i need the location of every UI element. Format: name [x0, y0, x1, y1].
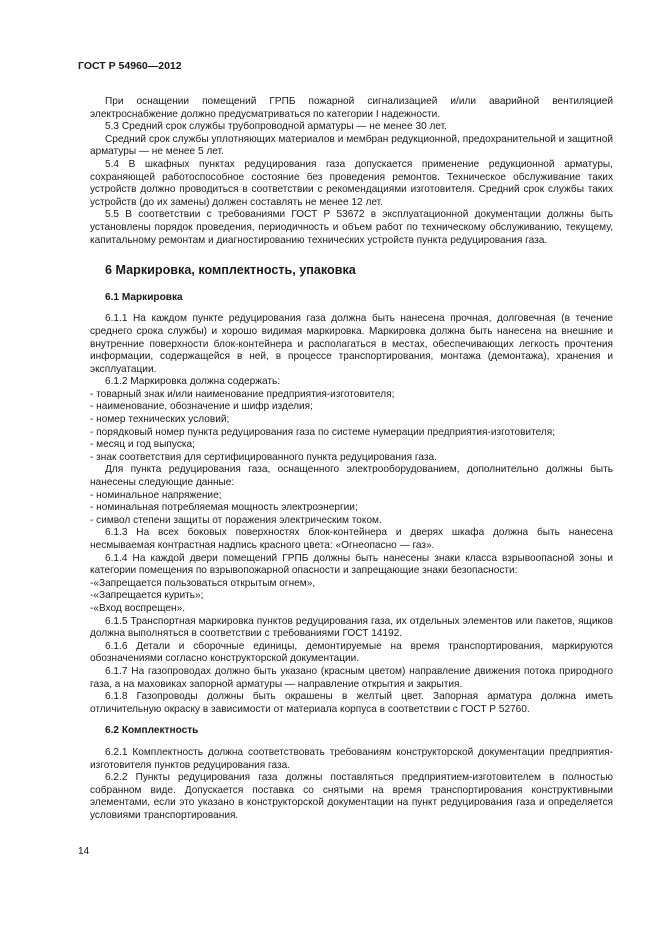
paragraph: 5.3 Средний срок службы трубопроводной арматуры — не менее 30 лет. [105, 121, 447, 133]
paragraph: Для пункта редуцирования газа, оснащенного электрооборудованием, дополнительно должны быть нанесены следующие данные: [90, 464, 613, 489]
paragraph: 6.1.4 На каждой двери помещений ГРПБ должны быть нанесены знаки класса взрывоопасной зоны и категории помещения по взрывопожарной опасности и запрещающие знаки безопасности: [90, 552, 613, 577]
list-item: - наименование, обозначение и шифр изделия; [90, 401, 313, 413]
paragraph: 6.1.1 На каждом пункте редуцирования газа должна быть нанесена прочная, долговечная (в течение среднего срока службы) и хорошо видимая маркировка. Маркировка должна быть нанесена на внешние и внутренние поверхности блок-контейнера и располагаться в местах, обеспечивающих легкость прочтения информации, содержащейся в ней, в процессе транспортирования, монтажа (демонтажа), хранения и эксплуатации. [90, 313, 613, 375]
list-item: - знак соответствия для сертифицированного пункта редуцирования газа. [90, 451, 437, 463]
paragraph: 6.2.1 Комплектность должна соответствовать требованиям конструкторской документации предприятия-изготовителя пунктов редуцирования газа. [90, 746, 613, 771]
subsection-heading: 6.2 Комплектность [105, 725, 199, 737]
paragraph: Средний срок службы уплотняющих материалов и мембран редукционной, предохранительной и защитной арматуры — не менее 5 лет. [90, 133, 613, 158]
paragraph: 6.2.2 Пункты редуцирования газа должны поставляться предприятием-изготовителем в полностью собранном виде. Допускается поставка со снятыми на время транспортирования конструктивными элементами, если это указано в конструкторской документации на пункт редуцирования газа и определяется условиями транспортирования. [90, 772, 613, 821]
list-item: - символ степени защиты от поражения электрическим током. [90, 514, 382, 526]
paragraph: 6.1.2 Маркировка должна содержать: [105, 376, 281, 388]
list-item: - товарный знак и/или наименование предприятия-изготовителя; [90, 388, 395, 400]
list-item: - месяц и год выпуска; [90, 439, 195, 451]
list-item: -«Запрещается курить»; [90, 590, 204, 602]
document-header: ГОСТ Р 54960—2012 [78, 60, 182, 72]
document-body [90, 96, 613, 822]
list-item: - номинальная потребляемая мощность электроэнергии; [90, 502, 358, 514]
page-number: 14 [78, 846, 90, 857]
section-heading: 6 Маркировка, комплектность, упаковка [105, 263, 356, 278]
paragraph: 5.5 В соответствии с требованиями ГОСТ Р 53672 в эксплуатационной документации должны быть установлены порядок проведения, периодичность и объем работ по техническому обслуживанию, текущему, капитальному ремонтам и диагностированию технических устройств пункта редуцирования газа. [90, 209, 613, 246]
paragraph: 6.1.6 Детали и сборочные единицы, демонтируемые на время транспортирования, маркируются обозначениями согласно конструкторской документации. [90, 640, 613, 665]
subsection-heading: 6.1 Маркировка [105, 291, 183, 303]
paragraph: 6.1.3 На всех боковых поверхностях блок-контейнера и дверях шкафа должна быть нанесена несмываемая контрастная надпись красного цвета: «Огнеопасно — газ». [90, 527, 613, 551]
paragraph: 6.1.7 На газопроводах должно быть указано (красным цветом) направление движения потока природного газа, а на маховиках запорной арматуры — направление открытия и закрытия. [90, 665, 613, 690]
paragraph: 5.4 В шкафных пунктах редуцирования газа допускается применение редукционной арматуры, сохраняющей работоспособное состояние без проведения ремонтов. Техническое обслуживание таких устройств должно проводиться в соответствии с рекомендациями изготовителя. Средний срок службы таких устройств (до их замены) должен составлять не менее 12 лет. [90, 158, 613, 208]
list-item: - номинальное напряжение; [90, 489, 222, 501]
list-item: -«Запрещается пользоваться открытым огнем», [90, 577, 316, 589]
list-item: - порядковый номер пункта редуцирования газа по системе нумерации предприятия-изготовителя; [90, 426, 556, 438]
paragraph: 6.1.5 Транспортная маркировка пунктов редуцирования газа, их отдельных элементов или пакетов, ящиков должна выполняться в соответствии с требованиями ГОСТ 14192. [90, 615, 613, 640]
list-item: -«Вход воспрещен». [90, 602, 186, 614]
paragraph: 6.1.8 Газопроводы должны быть окрашены в желтый цвет. Запорная арматура должна иметь отличительную окраску в зависимости от материала корпуса в соответствии с ГОСТ Р 52760. [90, 691, 613, 715]
paragraph: При оснащении помещений ГРПБ пожарной сигнализацией и/или аварийной вентиляцией электроснабжение должно предусматриваться по категории I надежности. [90, 96, 613, 120]
list-item: - номер технических условий; [90, 414, 230, 426]
